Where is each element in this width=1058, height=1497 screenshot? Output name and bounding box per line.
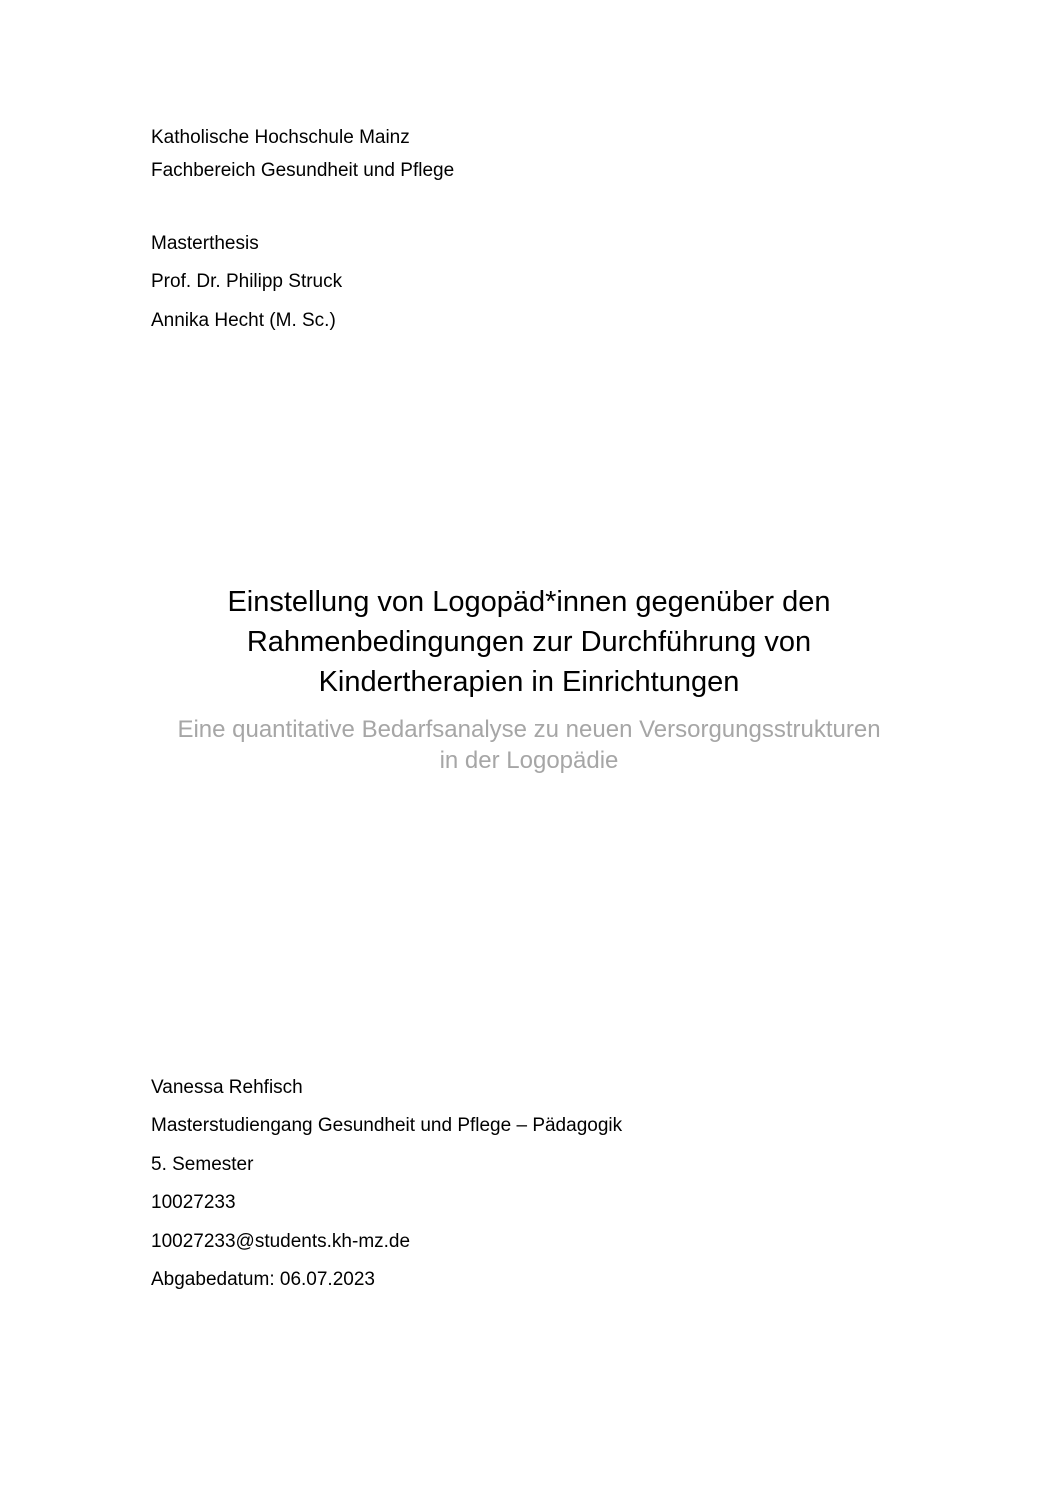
thesis-type: Masterthesis (151, 233, 259, 254)
thesis-title (0, 582, 1058, 702)
study-program: Masterstudiengang Gesundheit und Pflege – Pädagogik (151, 1115, 623, 1136)
subtitle-line-1: Eine quantitative Bedarfsanalyse zu neuen Versorgungsstrukturen (177, 716, 881, 743)
department-name: Fachbereich Gesundheit und Pflege (151, 160, 455, 181)
title-line-1: Einstellung von Logopäd*innen gegenüber den (227, 586, 831, 618)
subtitle-line-2: in der Logopädie (439, 747, 619, 774)
semester: 5. Semester (151, 1154, 254, 1175)
university-name: Katholische Hochschule Mainz (151, 127, 410, 148)
first-reviewer: Prof. Dr. Philipp Struck (151, 271, 343, 292)
title-line-2: Rahmenbedingungen zur Durchführung von (246, 626, 812, 658)
student-email: 10027233@students.kh-mz.de (151, 1231, 411, 1252)
title-line-3: Kindertherapien in Einrichtungen (318, 666, 740, 698)
student-id: 10027233 (151, 1192, 236, 1213)
author-name: Vanessa Rehfisch (151, 1077, 303, 1098)
thesis-subtitle (0, 714, 1058, 776)
submission-date: Abgabedatum: 06.07.2023 (151, 1269, 375, 1290)
second-reviewer: Annika Hecht (M. Sc.) (151, 310, 336, 331)
